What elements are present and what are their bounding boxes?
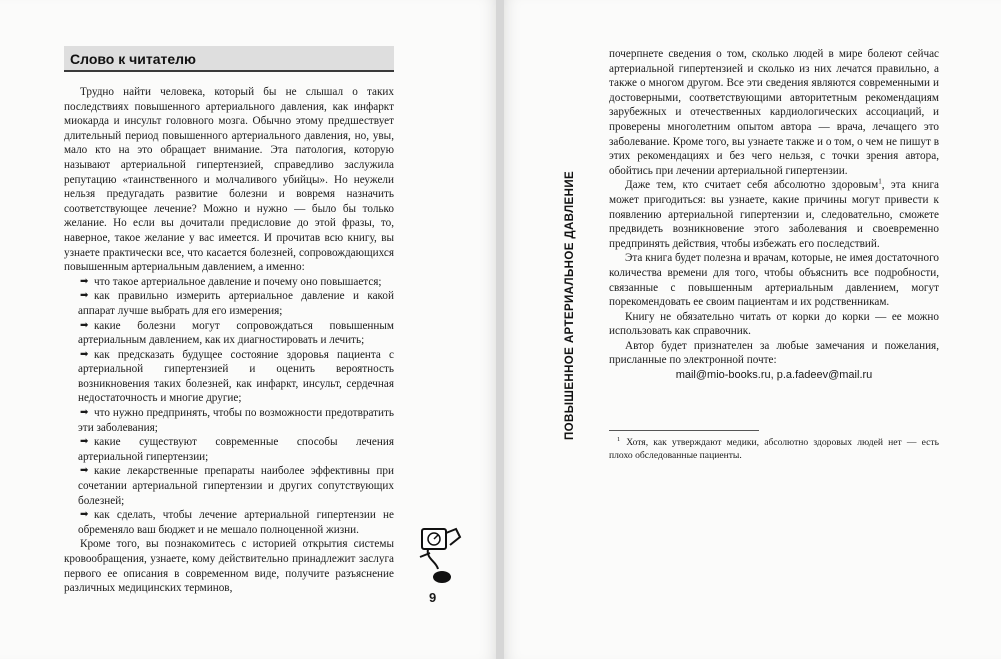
page-number: 9 [429,590,437,605]
tonometer-icon [416,523,464,585]
bullet-item [64,406,394,435]
bullet-item [64,319,394,348]
arrow-bullet-icon: ➡ [80,348,89,360]
bullet-item [64,275,394,290]
footnote [609,437,939,462]
footnote-number: 1 [617,435,621,443]
bullet-item [64,289,394,318]
contact-emails[interactable]: mail@mio-books.ru, p.a.fadeev@mail.ru [675,369,873,382]
chapter-header [64,46,394,72]
footnote-reference[interactable]: 1 [878,177,882,186]
arrow-bullet-icon: ➡ [80,319,89,331]
bullet-item [64,464,394,508]
arrow-bullet-icon: ➡ [80,509,89,521]
bullet-item [64,435,394,464]
bullet-text: как правильно измерить артериальное давление и какой аппарат лучше выбрать для его измерения; [78,290,394,317]
bullet-text: как предсказать будущее состояние здоровья пациента с артериальной гипертензией и оценить вероятность возникновения таких болезней, как инфаркт, инсульт, сердечная недостаточность и многие другие; [78,348,394,405]
left-paragraph-2: Кроме того, вы познакомитесь с историей открытия системы кровообращения, узнаете, кому действительно принадлежит заслуга первого ее описания в современном виде, получите разъяснение различных медицинских терминов, [64,538,394,595]
arrow-bullet-icon: ➡ [80,290,89,302]
bullet-text: какие существуют современные способы лечения артериальной гипертензии; [78,436,394,463]
bullet-text: что нужно предпринять, чтобы по возможности предотвратить эти заболевания; [78,407,394,434]
left-paragraph-1: Трудно найти человека, который бы не слышал о таких последствиях повышенного артериального давления, как инфаркт миокарда и инсульт головного мозга. Обычно этому предшествует длительный период повышенного артериального давления, но, увы, мало кто на это обращает внимание. Эта патология, которую называют артериальной гипертензией, справедливо заслужила репутацию «таинственного и молчаливого убийцы». Но неужели нельзя предугадать развитие болезни и вовремя назначить соответствующее лечение? Можно и нужно — было бы только желание. Но если вы дочитали предисловие до этой фразы, то, наверное, такое желание у вас имеется. И прочитав всю книгу, вы узнаете практически все, что касается болезней, сопровождающихся повышенным артериальным давлением, а именно: [64,86,394,274]
chapter-title: Слово к читателю [70,51,196,67]
paragraph-2-end: , эта книга может пригодиться: вы узнаете, какие причины могут привести к появлению артериальной гипертензии и, следовательно, сможете предвидеть возникновение этого заболевания и своевременно предпринять действия, чтобы избежать его последствий. [609,179,939,250]
arrow-bullet-icon: ➡ [80,436,89,448]
right-paragraph-4: Книгу не обязательно читать от корки до корки — ее можно использовать как справочник. [609,310,939,338]
arrow-bullet-icon: ➡ [80,275,89,287]
right-paragraph-2 [609,178,939,251]
right-paragraph-3: Эта книга будет полезна и врачам, которые, не имея достаточного количества времени для того, чтобы объяснить все подробности, связанные с повышенным артериальным давлением, могут порекомендовать ее своим пациентам и их родственникам. [609,252,939,309]
running-title: ПОВЫШЕННОЕ АРТЕРИАЛЬНОЕ ДАВЛЕНИЕ [564,170,576,440]
right-paragraph-1: почерпнете сведения о том, сколько людей в мире болеют сейчас артериальной гипертензией и сколько из них лечатся правильно, а также о многом другом. Все эти сведения являются современными и достоверными, соответствующими авторитетным рекомендациям зарубежных и отечественных кардиологических ассоциаций, и проверены многолетним опытом автора — врача, лечащего это заболевание. Кроме того, вы узнаете также и о том, о чем не пишут в этих рекомендациях и без чего нельзя, с точки зрения автора, обойтись при лечении артериальной гипертензии. [609,48,939,177]
footnote-rule [609,430,759,431]
bullet-item [64,508,394,537]
bullet-text: какие болезни могут сопровождаться повышенным артериальным давлением, как их диагностировать и лечить; [78,319,394,347]
book-gutter [496,0,504,659]
right-body-text [609,47,939,383]
arrow-bullet-icon: ➡ [80,465,89,477]
left-body-text [64,85,394,596]
footnote-text: Хотя, как утверждают медики, абсолютно здоровых людей нет — есть плохо обследованные пациенты. [609,437,939,461]
arrow-bullet-icon: ➡ [80,407,89,419]
right-paragraph-5: Автор будет признателен за любые замечания и пожелания, присланные по электронной почте: [609,339,939,367]
bullet-text: что такое артериальное давление и почему оно повышается; [94,275,382,288]
bullet-text: какие лекарственные препараты наиболее эффективны при сочетании артериальной гипертензии и других сопутствующих болезней; [78,465,394,507]
bullet-item [64,348,394,406]
bullet-text: как сделать, чтобы лечение артериальной гипертензии не обременяло ваш бюджет и не мешало полноценной жизни. [78,509,394,536]
header-rule [64,70,394,72]
paragraph-2-start: Даже тем, кто считает себя абсолютно здоровым [625,179,879,192]
